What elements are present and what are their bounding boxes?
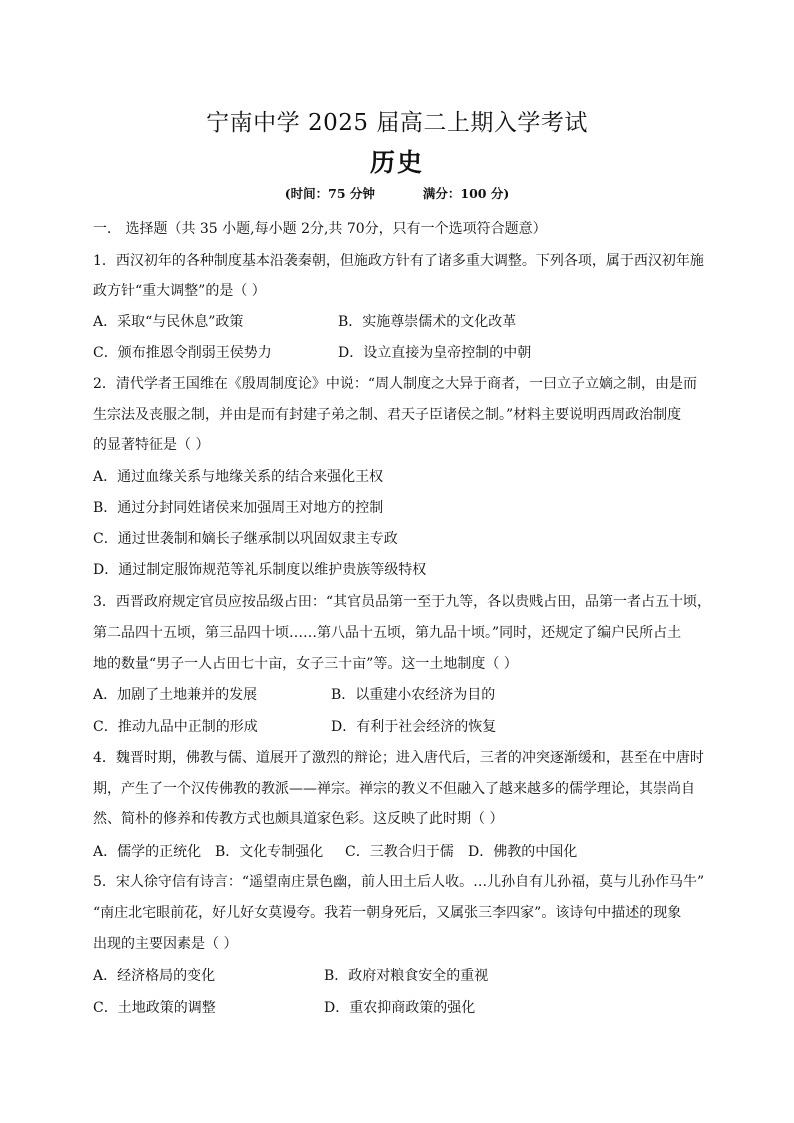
q5-option-a: A．经济格局的变化 [93, 968, 216, 984]
q4-option-b: B．文化专制强化 [215, 844, 324, 860]
exam-score: 满分：100 分) [422, 186, 510, 201]
q4-stem-line-1: 4．魏晋时期，佛教与儒、道展开了激烈的辩论；进入唐代后，三者的冲突逐渐缓和，甚至在中唐时 [93, 750, 704, 766]
q5-option-b: B．政府对粮食安全的重视 [324, 968, 489, 984]
q2-option-b: B．通过分封同姓诸侯来加强周王对地方的控制 [93, 500, 384, 516]
q1-option-a: A．采取“与民休息”政策 [93, 314, 244, 330]
q3-stem-line-1: 3．西晋政府规定官员应按品级占田：“其官员品第一至于九等，各以贵贱占田，品第一者占五十顷， [93, 594, 712, 610]
q4-stem-line-2: 期，产生了一个汉传佛教的教派——禅宗。禅宗的教义不但融入了越来越多的儒学理论，其崇尚自 [93, 781, 695, 797]
q5-stem-line-2: “南庄北宅眼前花，好儿好女莫谩夸。我若一朝身死后，又属张三李四家”。该诗句中描述的现象 [93, 905, 682, 921]
q4-option-c: C．三教合归于儒 [345, 844, 454, 860]
q5-option-d: D．重农抑商政策的强化 [324, 1000, 476, 1016]
q5-option-c: C．土地政策的调整 [93, 1000, 216, 1016]
q2-stem-line-1: 2．清代学者王国维在《殷周制度论》中说：“周人制度之大异于商者，一曰立子立嫡之制，由是而 [93, 376, 698, 392]
q3-option-a: A．加剧了土地兼并的发展 [93, 687, 258, 703]
q2-stem-line-2: 生宗法及丧服之制，并由是而有封建子弟之制、君天子臣诸侯之制。”材料主要说明西周政治制度 [93, 407, 682, 423]
exam-subject: 历史 [369, 148, 424, 177]
q3-option-c: C．推动九品中正制的形成 [93, 719, 258, 735]
q2-stem-line-3: 的显著特征是（ ） [93, 437, 210, 453]
q2-option-a: A．通过血缘关系与地缘关系的结合来强化王权 [93, 469, 384, 485]
q1-option-c: C．颁布推恩令削弱王侯势力 [93, 345, 272, 361]
q4-option-a: A．儒学的正统化 [93, 844, 202, 860]
q1-option-d: D．设立直接为皇帝控制的中朝 [338, 345, 532, 361]
q3-stem-line-2: 第二品四十五顷，第三品四十顷……第八品十五顷，第九品十顷。”同时，还规定了编户民所占土 [93, 625, 682, 641]
exam-title: 宁南中学 2025 届高二上期入学考试 [206, 110, 588, 136]
q1-option-b: B．实施尊崇儒术的文化改革 [338, 314, 517, 330]
q3-stem-line-3: 地的数量“男子一人占田七十亩，女子三十亩”等。这一土地制度（ ） [93, 656, 518, 672]
q3-option-d: D．有利于社会经济的恢复 [331, 719, 497, 735]
q5-stem-line-3: 出现的主要因素是（ ） [93, 936, 238, 952]
q1-stem-line-1: 1．西汉初年的各种制度基本沿袭秦朝，但施政方针有了诸多重大调整。下列各项，属于西汉初年施 [93, 253, 704, 269]
exam-time: (时间：75 分钟 [284, 186, 375, 201]
q4-stem-line-3: 然、简朴的修养和传教方式也颇具道家色彩。这反映了此时期（ ） [93, 811, 504, 827]
q1-stem-line-2: 政方针“重大调整”的是（ ） [93, 283, 266, 299]
q2-option-d: D．通过制定服饰规范等礼乐制度以维护贵族等级特权 [93, 562, 427, 578]
q3-option-b: B．以重建小农经济为目的 [331, 687, 496, 703]
section-heading: 一． 选择题（共 35 小题,每小题 2分,共 70分，只有一个选项符合题意） [93, 221, 547, 237]
q4-option-d: D．佛教的中国化 [468, 844, 578, 860]
q5-stem-line-1: 5．宋人徐守信有诗言：“遥望南庄景色幽，前人田土后人收。…儿孙自有儿孙福，莫与儿孙作马牛” [93, 874, 705, 890]
exam-meta [0, 184, 794, 202]
q2-option-c: C．通过世袭制和嫡长子继承制以巩固奴隶主专政 [93, 531, 398, 547]
